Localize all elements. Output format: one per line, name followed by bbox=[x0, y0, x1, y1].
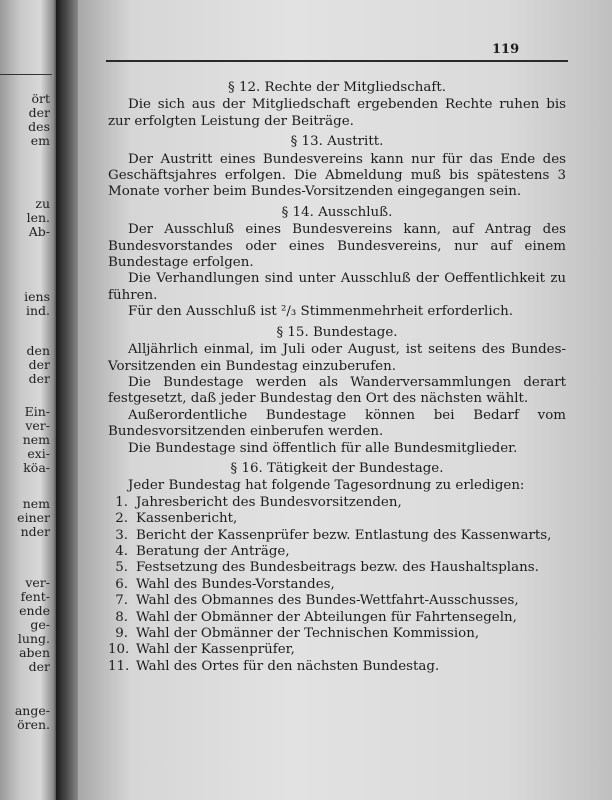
left-page-fragment: des bbox=[28, 119, 50, 134]
agenda-item bbox=[108, 659, 566, 675]
book-page bbox=[78, 0, 612, 800]
left-page-fragment: ange- bbox=[14, 703, 50, 718]
page-number: 119 bbox=[492, 42, 520, 57]
agenda-item bbox=[108, 610, 566, 626]
section-heading: § 13. Austritt. bbox=[290, 134, 384, 150]
agenda-item bbox=[108, 528, 566, 544]
agenda-item-text: Wahl des Obmannes des Bundes-Wettfahrt-Ausschusses, bbox=[136, 593, 519, 609]
section-paragraph: Die Bundestage werden als Wanderversammlungen derart festgesetzt, daß jeder Bundestag den Ort des nächsten wählt. bbox=[108, 374, 566, 407]
section-paragraph: Der Ausschluß eines Bundesvereins kann, auf Antrag des Bundesvorstandes oder eines Bundesvereins, nur auf einem Bundestage erfolgen. bbox=[108, 222, 566, 271]
section-paragraph: Für den Ausschluß ist ²/₃ Stimmenmehrheit erforderlich. bbox=[128, 304, 514, 320]
agenda-item-number: 5. bbox=[115, 560, 128, 576]
left-page-fragment: nem bbox=[22, 432, 50, 447]
agenda-item-number: 10. bbox=[108, 642, 130, 658]
left-page-fragment: nder bbox=[20, 524, 50, 539]
left-page-fragment: der bbox=[28, 105, 50, 120]
agenda-item-text: Bericht der Kassenprüfer bezw. Entlastung des Kassenwarts, bbox=[136, 527, 552, 543]
agenda-item-text: Wahl des Ortes für den nächsten Bundestag. bbox=[136, 658, 440, 674]
left-page-fragment: ver- bbox=[25, 575, 50, 590]
agenda-item-number: 2. bbox=[115, 511, 128, 527]
section-heading: § 15. Bundestage. bbox=[276, 324, 398, 340]
agenda-item-text: Festsetzung des Bundesbeitrags bezw. des Haushaltsplans. bbox=[136, 560, 539, 576]
agenda-item-text: Wahl der Kassenprüfer, bbox=[136, 642, 295, 658]
agenda-item bbox=[108, 560, 566, 576]
left-page-fragment: lung. bbox=[17, 631, 50, 646]
left-page-fragment: nem bbox=[22, 496, 50, 511]
agenda-list bbox=[108, 495, 566, 675]
left-page-fragment: den bbox=[26, 343, 50, 358]
agenda-item bbox=[108, 593, 566, 609]
section-paragraph: Außerordentliche Bundestage können bei Bedarf vom Bundesvorsitzenden einberufen werden. bbox=[108, 407, 566, 440]
agenda-item bbox=[108, 511, 566, 527]
left-page-fragment: einer bbox=[17, 510, 50, 525]
agenda-item-text: Kassenbericht, bbox=[136, 511, 238, 527]
agenda-item-text: Jahresbericht des Bundesvorsitzenden, bbox=[136, 494, 402, 510]
left-page-fragment: exi- bbox=[27, 446, 50, 461]
agenda-item-number: 11. bbox=[108, 658, 130, 674]
left-page-fragment: ören. bbox=[17, 717, 50, 732]
left-page-fragment: der bbox=[28, 371, 50, 386]
agenda-item bbox=[108, 626, 566, 642]
section-heading: § 12. Rechte der Mitgliedschaft. bbox=[228, 80, 446, 95]
agenda-item-number: 4. bbox=[115, 543, 128, 559]
left-page-fragment: em bbox=[30, 133, 50, 148]
section-paragraph: Der Austritt eines Bundesvereins kann nur für das Ende des Geschäftsjahres erfolgen. Die Abmeldung muß bis spätestens 3 Monate vorher beim Bundes-Vorsitzenden eingegangen sein. bbox=[108, 151, 566, 200]
agenda-item bbox=[108, 577, 566, 593]
left-page-fragment: iens bbox=[24, 289, 50, 304]
agenda-item-text: Beratung der Anträge, bbox=[136, 543, 290, 559]
left-page-fragment: ört bbox=[31, 91, 50, 106]
section-paragraph: Die Verhandlungen sind unter Ausschluß der Oeffentlichkeit zu führen. bbox=[108, 271, 566, 303]
agenda-item-text: Wahl der Obmänner der Abteilungen für Fahrtensegeln, bbox=[136, 609, 517, 625]
section-heading: § 14. Ausschluß. bbox=[281, 204, 393, 220]
section-heading: § 16. Tätigkeit der Bundestage. bbox=[230, 460, 444, 476]
left-page-fragment: ende bbox=[19, 603, 50, 618]
left-page-fragment: aben bbox=[19, 645, 50, 660]
agenda-item-number: 1. bbox=[115, 494, 128, 510]
agenda-item-number: 9. bbox=[115, 626, 128, 641]
left-page-fragment: len. bbox=[26, 210, 50, 225]
left-page-fragment: ge- bbox=[30, 617, 50, 632]
left-page-fragment: Ein- bbox=[24, 404, 50, 419]
agenda-item-number: 8. bbox=[115, 609, 128, 625]
agenda-item-number: 3. bbox=[115, 527, 128, 543]
section-paragraph: Die Bundestage sind öffentlich für alle Bundesmitglieder. bbox=[128, 440, 518, 456]
agenda-item-number: 7. bbox=[115, 593, 128, 609]
left-page-fragment: köa- bbox=[23, 460, 50, 475]
agenda-item-text: Wahl des Bundes-Vorstandes, bbox=[136, 576, 335, 592]
left-page-fragment: der bbox=[28, 659, 50, 674]
agenda-item bbox=[108, 642, 566, 658]
agenda-item-text: Wahl der Obmänner der Technischen Kommission, bbox=[136, 626, 480, 641]
section-paragraph: Alljährlich einmal, im Juli oder August, ist seitens des Bundes-Vorsitzenden ein Bundestag einzuberufen. bbox=[108, 342, 566, 374]
page-text bbox=[108, 76, 566, 675]
agenda-item bbox=[108, 495, 566, 511]
agenda-item bbox=[108, 544, 566, 560]
section-paragraph: Die sich aus der Mitgliedschaft ergebenden Rechte ruhen bis zur erfolgten Leistung der Beiträge. bbox=[108, 97, 566, 129]
left-page-rule bbox=[0, 74, 52, 75]
left-page-fragment: fent- bbox=[20, 589, 50, 604]
left-page-edge bbox=[0, 0, 58, 800]
section-paragraph: Jeder Bundestag hat folgende Tagesordnung zu erledigen: bbox=[128, 478, 525, 494]
left-page-fragment: Ab- bbox=[28, 224, 50, 239]
left-page-fragment: zu bbox=[35, 196, 50, 211]
header-rule bbox=[106, 60, 568, 62]
sections bbox=[108, 80, 566, 495]
left-page-fragment: ver- bbox=[25, 418, 50, 433]
left-page-fragment: ind. bbox=[25, 303, 50, 318]
left-page-fragment: der bbox=[28, 357, 50, 372]
agenda-item-number: 6. bbox=[115, 576, 128, 592]
